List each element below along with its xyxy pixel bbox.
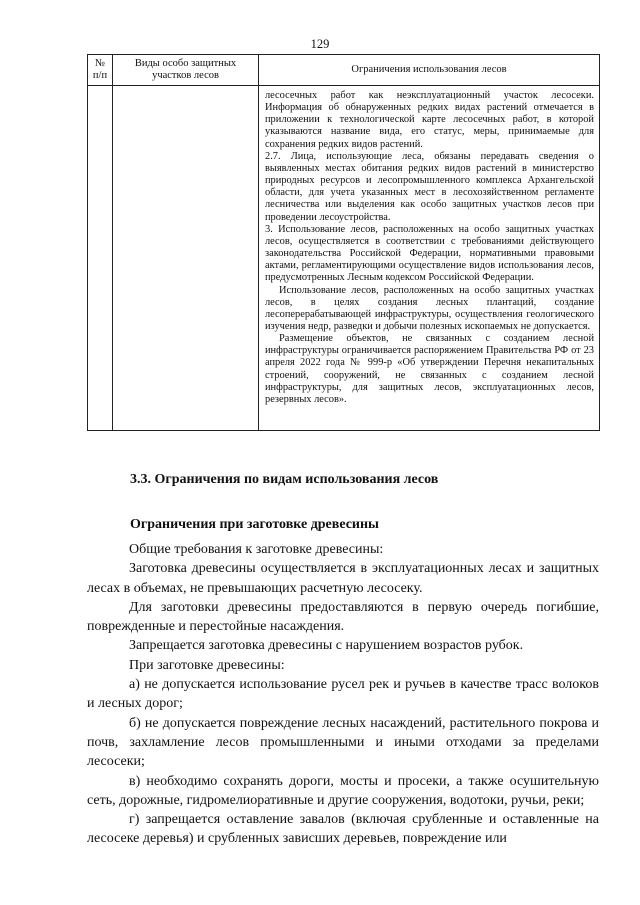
cell-number <box>88 86 113 431</box>
table-header-row <box>88 55 600 86</box>
table-paragraph: Размещение объектов, не связанных с созданием лесной инфраструктуры ограничивается распоряжением Правительства РФ от 23 апреля 2022 года № 999-р «Об утверждении Перечня некапитальных строений, сооружений, не связанных с созданием лесной инфраструктуры, для защитных лесов, эксплуатационных лесов, резервных лесов». <box>265 333 594 405</box>
body-text <box>87 540 599 849</box>
section-heading: 3.3. Ограничения по видам использования лесов <box>130 472 439 487</box>
table-paragraph: Использование лесов, расположенных на особо защитных участках лесов, в целях создания лесных плантаций, создание лесоперерабатывающей инфраструктуры, осуществления геологического изучения недр, разведки и добычи полезных ископаемых не допускается. <box>265 284 594 332</box>
table-row <box>88 86 600 431</box>
body-paragraph: Запрещается заготовка древесины с нарушением возрастов рубок. <box>129 638 524 654</box>
table-paragraph: 3. Использование лесов, расположенных на особо защитных участках лесов, осуществляется в соответствии с требованиями действующего законодательства Российской Федерации, нормативными правовыми актами, регламентирующими осуществление видов использования лесов, предусмотренных Лесным кодексом Российской Федерации. <box>265 223 594 284</box>
body-paragraph: б) не допускается повреждение лесных насаждений, растительного покрова и почв, захламление лесов промышленными и иными отходами за пределами лесосеки; <box>87 715 599 770</box>
forest-restrictions-table <box>87 54 600 431</box>
table-paragraph: лесосечных работ как неэксплуатационный участок лесосеки. Информация об обнаруженных редких видах растений отмечается в приложении к технологической карте лесосечных работ, в которой указываются название вида, его статус, меры, принимаемые для сохранения редких видов растений. <box>265 90 594 150</box>
header-plot-types: Виды особо защитных участков лесов <box>113 55 259 86</box>
header-number: № п/п <box>88 55 113 86</box>
body-paragraph: а) не допускается использование русел рек и ручьев в качестве трасс волоков и лесных дорог; <box>87 677 599 712</box>
page-number: 129 <box>310 37 330 51</box>
body-paragraph: Для заготовки древесины предоставляются в первую очередь погибшие, поврежденные и перестойные насаждения. <box>87 599 599 635</box>
body-paragraph: При заготовке древесины: <box>129 657 285 673</box>
cell-restrictions <box>259 86 600 431</box>
header-restrictions: Ограничения использования лесов <box>259 55 600 86</box>
body-paragraph: в) необходимо сохранять дороги, мосты и просеки, а также осушительную сеть, дорожные, гидромелиоративные и другие сооружения, водотоки, ручьи, реки; <box>87 773 599 808</box>
subsection-heading: Ограничения при заготовке древесины <box>130 517 379 532</box>
cell-plot-type <box>113 86 259 431</box>
body-paragraph: г) запрещается оставление завалов (включая срубленные и оставленные на лесосеке деревья) и срубленных зависших деревьев, повреждение или <box>87 812 599 847</box>
body-paragraph: Заготовка древесины осуществляется в эксплуатационных лесах и защитных лесах в объемах, не превышающих расчетную лесосеку. <box>87 561 599 596</box>
body-paragraph: Общие требования к заготовке древесины: <box>129 542 384 557</box>
table-paragraph: 2.7. Лица, использующие леса, обязаны передавать сведения о выявленных местах обитания редких видов растений в министерство природных ресурсов и лесопромышленного комплекса Архангельской области, для учета указанных мест в лесохозяйственном регламенте лесничества или выделения как особо защитных участков лесов при проведении лесоустройства. <box>265 150 594 223</box>
